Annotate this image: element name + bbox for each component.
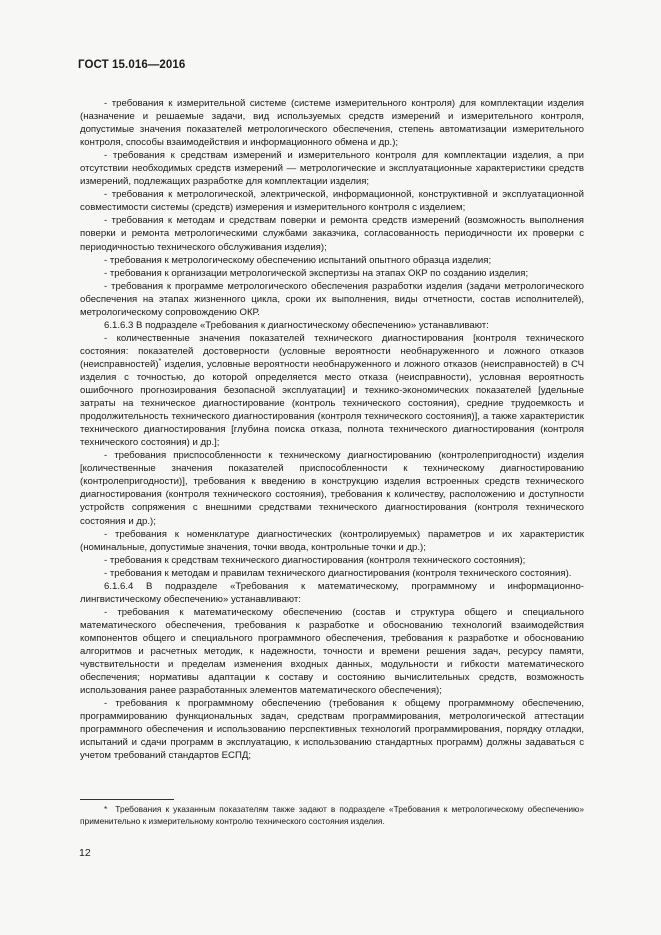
paragraph: - требования к средствам технического диагностирования (контроля технического состояния); bbox=[104, 554, 526, 566]
footnote bbox=[80, 803, 584, 827]
paragraph: - требования к математическому обеспечению (состав и структура общего и специального математического обеспечения, требования к разработке и обоснованию технологий взаимодействия компонентов общего и специального программного обеспечения, требования к разработке и обоснованию алгоритмов и расчетных методик, к надежности, точности и времени решения задач, ресурсу памяти, чувствительности и пределам изменения входных данных, модульности и гибкости математического обеспечения; нормативы адаптации к составу и состоянию вычислительных средств, возможность использования ранее разработанных элементов математического обеспечения); bbox=[80, 606, 584, 697]
page-header: ГОСТ 15.016—2016 bbox=[78, 59, 186, 71]
paragraph: - требования к метрологической, электрической, информационной, конструктивной и эксплуатационной совместимости системы (средств) измерения и измерительного контроля с изделием; bbox=[80, 189, 584, 214]
section-heading-paragraph: 6.1.6.4 В подразделе «Требования к математическому, программному и информационно-лингвистическому обеспечению» устанавливают: bbox=[80, 580, 584, 605]
paragraph: - требования к программе метрологического обеспечения разработки изделия (задачи метрологического обеспечения на этапах жизненного цикла, сроки их выполнения, виды отчетности, состав исполнителей), метрологическому сопровождению ОКР. bbox=[80, 280, 584, 318]
body-text bbox=[80, 97, 584, 762]
paragraph: - требования к номенклатуре диагностических (контролируемых) параметров и их характеристик (номинальные, допустимые значения, точки ввода, контрольные точки и др.); bbox=[80, 528, 584, 553]
paragraph: - требования к метрологическому обеспечению испытаний опытного образца изделия; bbox=[104, 254, 492, 266]
footnote-body: Требования к указанным показателям также задают в подразделе «Требования к метрологическому обеспечению» применительно к измерительному контролю технического состояния изделия. bbox=[80, 804, 584, 826]
paragraph: - требования к измерительной системе (системе измерительного контроля) для комплектации изделия (назначение и решаемые задачи, вид используемых средств измерений и измерительного контроля, допустимые значения показателей метрологического обеспечения, степень автоматизации измерительного контроля, способы взаимодействия и информационного обмена и др.); bbox=[80, 98, 584, 149]
footnote-text bbox=[80, 803, 584, 827]
footnote-reference: * bbox=[158, 357, 162, 365]
page-number: 12 bbox=[79, 847, 91, 859]
paragraph-text: изделия, условные вероятности необнаруженного и ложного отказов (неисправностей) в СЧ изделия с точностью, до которой определяется место отказа (неисправности), условная вероятность ошибочного прогнозирования безопасной эксплуатации] и технико-экономических показателей [удельные затраты на техническое диагностирование (контроль технического состояния), средние трудоемкость и продолжительность технического диагностирования (контроля технического состояния)], а также характеристик технического диагностирования [глубина поиска отказа, полнота технического диагностирования (контроля технического состояния) и др.]; bbox=[80, 358, 584, 449]
section-heading-paragraph: 6.1.6.3 В подразделе «Требования к диагностическому обеспечению» устанавливают: bbox=[104, 319, 489, 331]
footnote-mark: * bbox=[104, 804, 108, 814]
paragraph: - требования приспособленности к техническому диагностированию (контролепригодности) изделия [количественные значения показателей приспособленности к техническому диагностированию (контролепригодности)], требования к введению в конструкцию изделия встроенных средств технического диагностирования (контроля технического состояния), требования к количеству, расположению и доступности устройств сопряжения с внешними средствами технического диагностирования (контроля технического состояния и др.); bbox=[80, 450, 584, 527]
paragraph: - требования к организации метрологической экспертизы на этапах ОКР по созданию изделия; bbox=[104, 267, 529, 279]
paragraph-with-footnote bbox=[80, 332, 584, 449]
paragraph: - требования к методам и средствам поверки и ремонта средств измерений (возможность выполнения поверки и ремонта метрологическими службами заказчика, согласованность периодичности их проверки с периодичностью технического обслуживания изделия); bbox=[80, 215, 584, 253]
footnote-divider bbox=[80, 799, 174, 800]
paragraph-text: - количественные значения показателей технического диагностирования [контроля технического состояния: показателей достоверности (условные вероятности необнаруженного и ложного отказов (неисправностей) bbox=[80, 332, 584, 370]
paragraph: - требования к методам и правилам технического диагностирования (контроля технического состояния). bbox=[104, 567, 572, 579]
paragraph: - требования к средствам измерений и измерительного контроля для комплектации изделия, а при отсутствии необходимых средств измерений — метрологические и эксплуатационные характеристики средств измерений, подлежащих разработке для комплектации изделия; bbox=[80, 150, 584, 188]
paragraph: - требования к программному обеспечению (требования к общему программному обеспечению, программированию функциональных задач, средствам программирования, метрологической аттестации программного обеспечения и использованию перспективных технологий программирования, порядку отладки, испытаний и сдачи программ в эксплуатацию, к использованию стандартных программ) должны задаваться с учетом требований стандартов ЕСПД; bbox=[80, 698, 584, 762]
